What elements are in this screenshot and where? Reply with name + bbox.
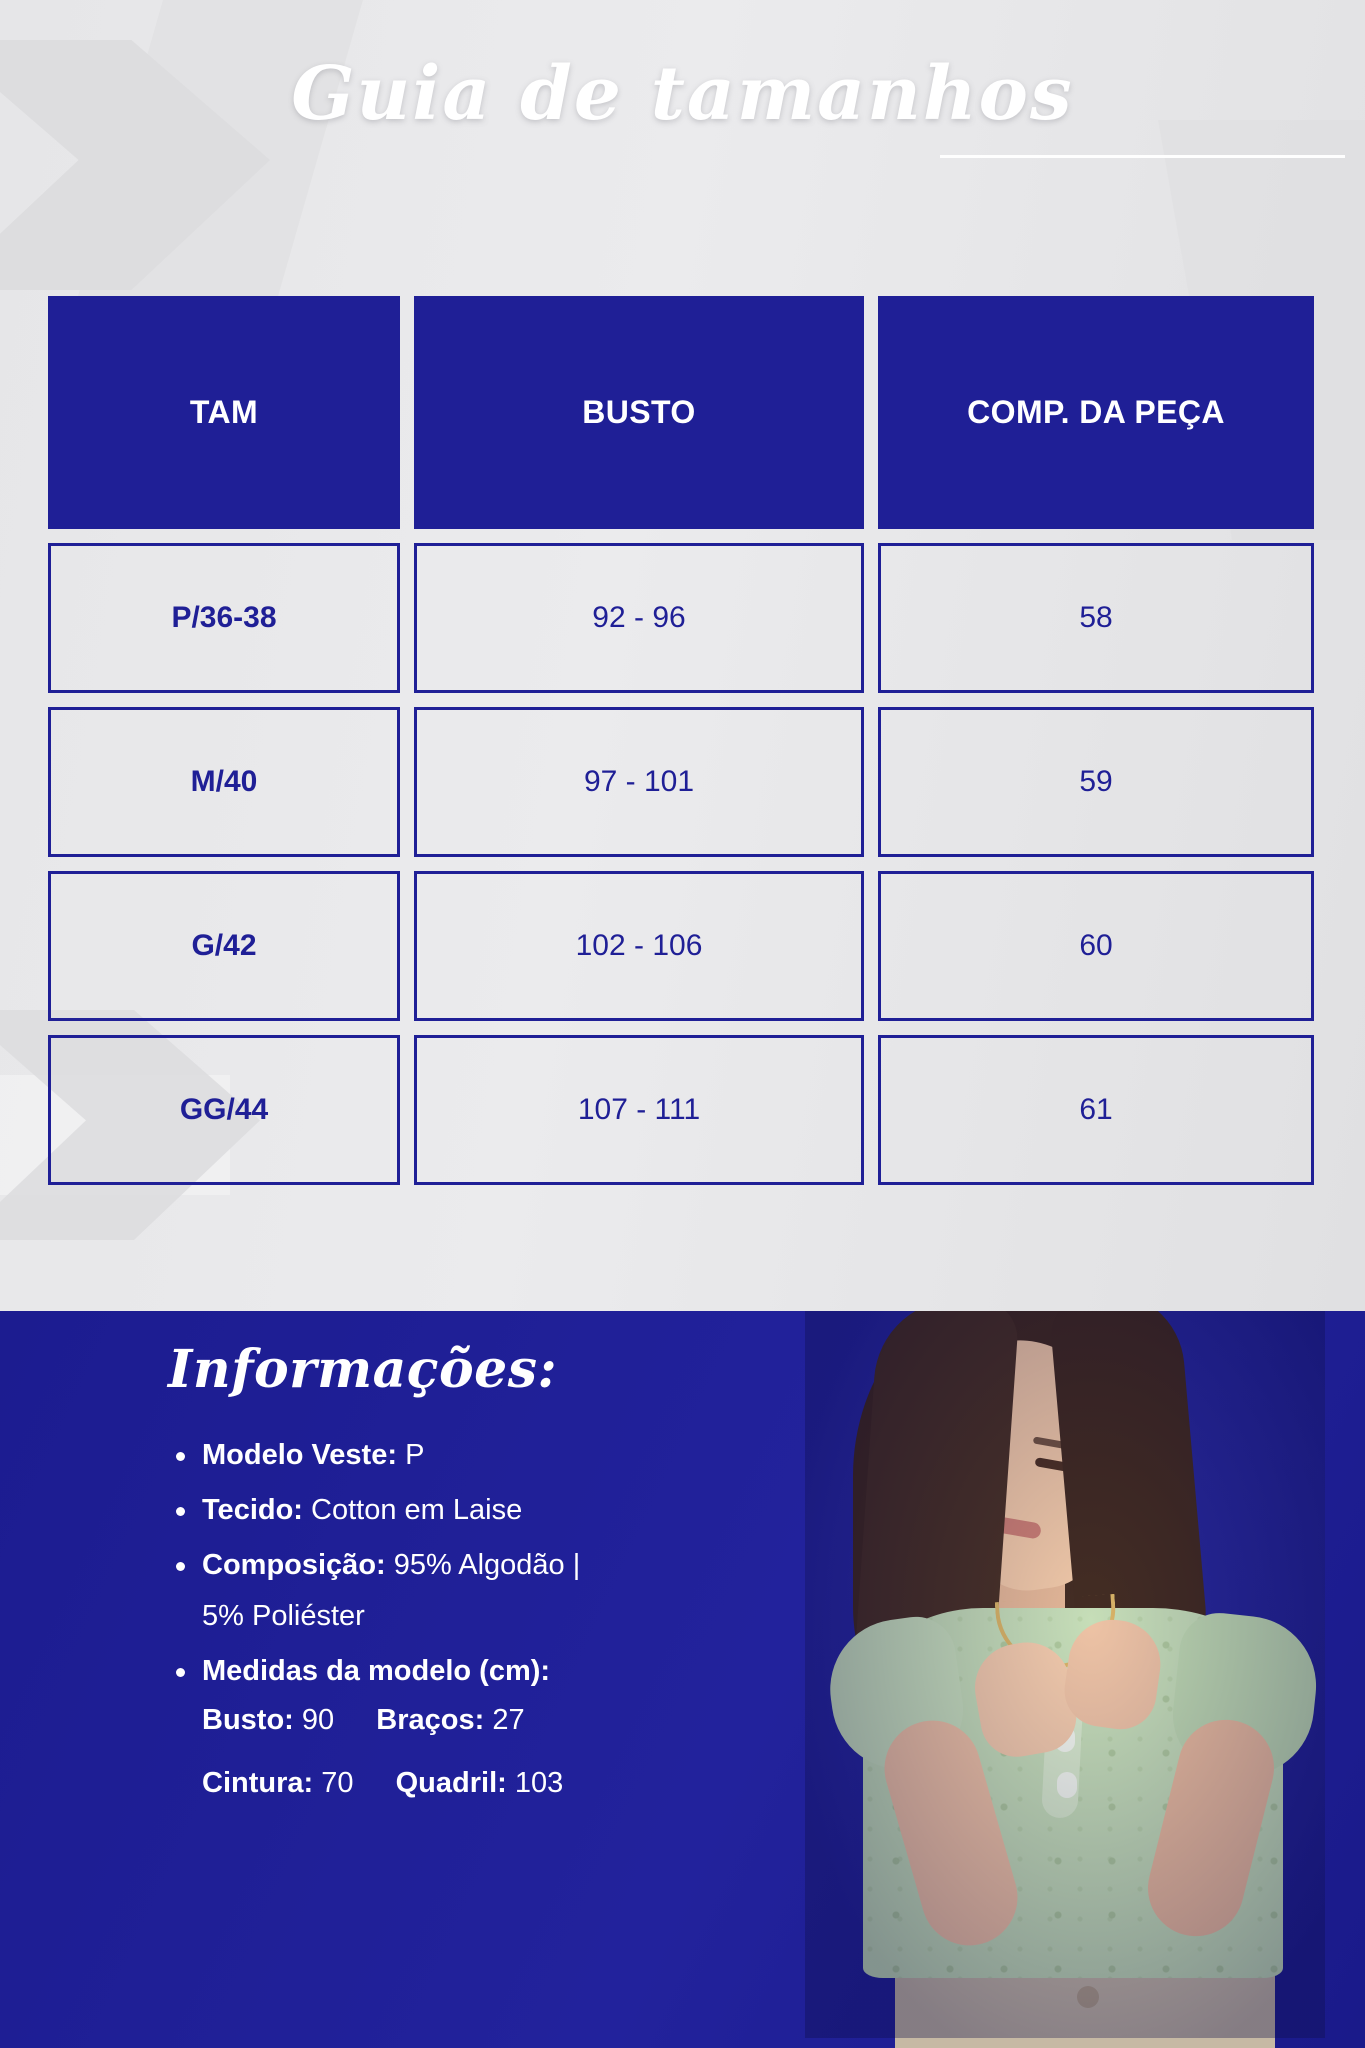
table-row [48,1035,1314,1185]
model-blouse-button [1057,1772,1077,1798]
measurement-value-busto: 90 [301,1704,335,1736]
measurement-value-bracos: 27 [492,1704,525,1736]
bullet-icon [176,1507,185,1516]
table-row [48,707,1314,857]
cell-busto: 107 - 111 [414,1035,864,1185]
measurement-label-bracos: Braços: [376,1704,485,1736]
bullet-icon [176,1668,185,1677]
cell-busto: 97 - 101 [414,707,864,857]
column-header-busto: BUSTO [414,296,864,529]
bullet-icon [176,1562,185,1571]
page-title: Guia de tamanhos [291,51,1074,137]
measurement-value-cintura: 70 [321,1767,354,1799]
cell-comp: 59 [878,707,1314,857]
cell-busto: 102 - 106 [414,871,864,1021]
list-item [168,1551,788,1631]
cell-tam: M/40 [48,707,400,857]
model-photo [745,1311,1365,2048]
cell-tam: GG/44 [48,1035,400,1185]
info-label: Composição: [202,1549,386,1581]
table-row [48,871,1314,1021]
cell-comp: 61 [878,1035,1314,1185]
measurement-label-busto: Busto: [202,1704,294,1736]
table-header-row [48,296,1314,529]
info-list [168,1441,788,1712]
header-divider [940,155,1345,158]
info-label: Modelo Veste: [202,1439,397,1471]
cell-comp: 60 [878,871,1314,1021]
info-title: Informações: [168,1339,558,1400]
info-label: Medidas da modelo (cm): [202,1655,551,1687]
cell-busto: 92 - 96 [414,543,864,693]
cell-tam: G/42 [48,871,400,1021]
info-label: Tecido: [202,1494,303,1526]
cell-tam: P/36-38 [48,543,400,693]
measurement-label-cintura: Cintura: [202,1767,314,1799]
column-header-comp: COMP. DA PEÇA [878,296,1314,529]
info-panel [0,1311,1365,2048]
measurement-label-quadril: Quadril: [395,1767,507,1799]
table-row [48,543,1314,693]
size-table [48,296,1314,1185]
cell-comp: 58 [878,543,1314,693]
info-value: Cotton em Laise [311,1494,523,1526]
info-value: 95% Algodão | [393,1549,581,1581]
header [0,52,1365,158]
bullet-icon [176,1452,185,1461]
measurement-value-quadril: 103 [514,1767,564,1799]
list-item [168,1657,788,1686]
info-value: P [405,1439,425,1471]
column-header-tam: TAM [48,296,400,529]
list-item [168,1496,788,1525]
info-value-continued: 5% Poliéster [202,1600,365,1632]
list-item [168,1441,788,1470]
model-trouser-button [1077,1986,1099,2008]
